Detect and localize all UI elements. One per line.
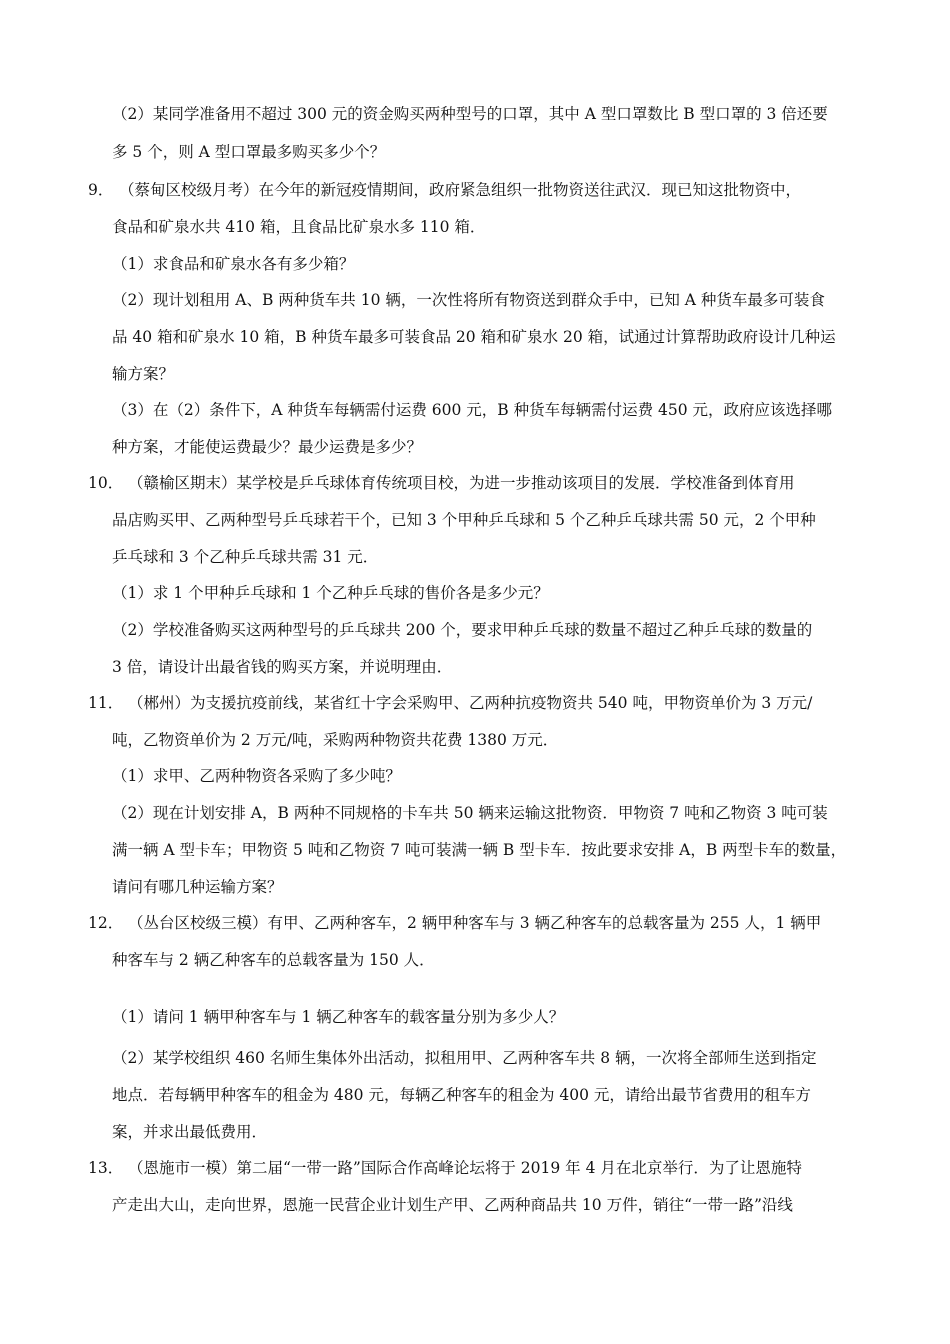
problem-9-stem-line1: （蔡甸区校级月考）在今年的新冠疫情期间，政府紧急组织一批物资送往武汉．现已知这批物资中， — [119, 181, 802, 199]
problem-12-part1: （1）请问 1 辆甲种客车与 1 辆乙种客车的载客量分别为多少人？ — [112, 1008, 565, 1026]
problem-10-stem-line1: （赣榆区期末）某学校是乒乓球体育传统项目校，为进一步推动该项目的发展．学校准备到体育用 — [128, 474, 795, 492]
problem-9-part2-line3: 输方案？ — [112, 365, 175, 383]
problem-10-number: 10． — [88, 474, 124, 492]
problem-11-number: 11． — [88, 694, 124, 712]
problem-13-number: 13． — [88, 1159, 124, 1177]
problem-12-stem-line1: （丛台区校级三模）有甲、乙两种客车，2 辆甲种客车与 3 辆乙种客车的总载客量为 255 人，1 辆甲 — [128, 914, 822, 932]
problem-8-part2-line1: （2）某同学准备用不超过 300 元的资金购买两种型号的口罩，其中 A 型口罩数比 B 型口罩的 3 倍还要 — [112, 105, 828, 123]
problem-10-stem-line2: 品店购买甲、乙两种型号乒乓球若干个，已知 3 个甲种乒乓球和 5 个乙种乒乓球共需 50 元，2 个甲种 — [112, 511, 816, 529]
problem-10-part1: （1）求 1 个甲种乒乓球和 1 个乙种乒乓球的售价各是多少元？ — [112, 584, 549, 602]
problem-12-part2-line3: 案，并求出最低费用． — [112, 1123, 268, 1141]
problem-10-part2-line2: 3 倍，请设计出最省钱的购买方案，并说明理由． — [112, 658, 453, 676]
problem-9-stem-line2: 食品和矿泉水共 410 箱，且食品比矿泉水多 110 箱． — [112, 218, 486, 236]
problem-12-number: 12． — [88, 914, 124, 932]
problem-12-stem-line2: 种客车与 2 辆乙种客车的总载客量为 150 人． — [112, 951, 435, 969]
problem-11-stem-line1: （郴州）为支援抗疫前线，某省红十字会采购甲、乙两种抗疫物资共 540 吨，甲物资单价为 3 万元/ — [128, 694, 813, 712]
problem-10-stem-line3: 乒乓球和 3 个乙种乒乓球共需 31 元． — [112, 548, 379, 566]
problem-12-part2-line2: 地点．若每辆甲种客车的租金为 480 元，每辆乙种客车的租金为 400 元，请给出最节省费用的租车方 — [112, 1086, 811, 1104]
problem-13-stem-line1: （恩施市一模）第二届“一带一路”国际合作高峰论坛将于 2019 年 4 月在北京举行．为了让恩施特 — [128, 1159, 802, 1177]
problem-9-part2-line1: （2）现计划租用 A、B 两种货车共 10 辆，一次性将所有物资送到群众手中，已知 A 种货车最多可装食 — [112, 291, 825, 309]
problem-9-part3-line1: （3）在（2）条件下，A 种货车每辆需付运费 600 元，B 种货车每辆需付运费 450 元，政府应该选择哪 — [112, 401, 833, 419]
problem-11-part2-line1: （2）现在计划安排 A，B 两种不同规格的卡车共 50 辆来运输这批物资．甲物资 7 吨和乙物资 3 吨可装 — [112, 804, 828, 822]
problem-11-part1: （1）求甲、乙两种物资各采购了多少吨？ — [112, 767, 401, 785]
problem-13-stem-line2: 产走出大山，走向世界，恩施一民营企业计划生产甲、乙两种商品共 10 万件，销往“一带一路”沿线 — [112, 1196, 793, 1214]
problem-8-part2-line2: 多 5 个，则 A 型口罩最多购买多少个？ — [112, 143, 386, 161]
problem-11-part2-line3: 请问有哪几种运输方案？ — [112, 878, 283, 896]
problem-11-stem-line2: 吨，乙物资单价为 2 万元/吨，采购两种物资共花费 1380 万元． — [112, 731, 559, 749]
problem-11-part2-line2: 满一辆 A 型卡车；甲物资 5 吨和乙物资 7 吨可装满一辆 B 型卡车．按此要求安排 A，B 两型卡车的数量， — [112, 841, 847, 859]
problem-10-part2-line1: （2）学校准备购买这两种型号的乒乓球共 200 个，要求甲种乒乓球的数量不超过乙种乒乓球的数量的 — [112, 621, 813, 639]
problem-12-part2-line1: （2）某学校组织 460 名师生集体外出活动，拟租用甲、乙两种客车共 8 辆，一次将全部师生送到指定 — [112, 1049, 817, 1067]
problem-9-part3-line2: 种方案，才能使运费最少？最少运费是多少？ — [112, 438, 423, 456]
problem-9-part1: （1）求食品和矿泉水各有多少箱？ — [112, 255, 355, 273]
problem-9-number: 9． — [88, 181, 114, 199]
problem-9-part2-line2: 品 40 箱和矿泉水 10 箱，B 种货车最多可装食品 20 箱和矿泉水 20 箱，试通过计算帮助政府设计几种运 — [112, 328, 836, 346]
